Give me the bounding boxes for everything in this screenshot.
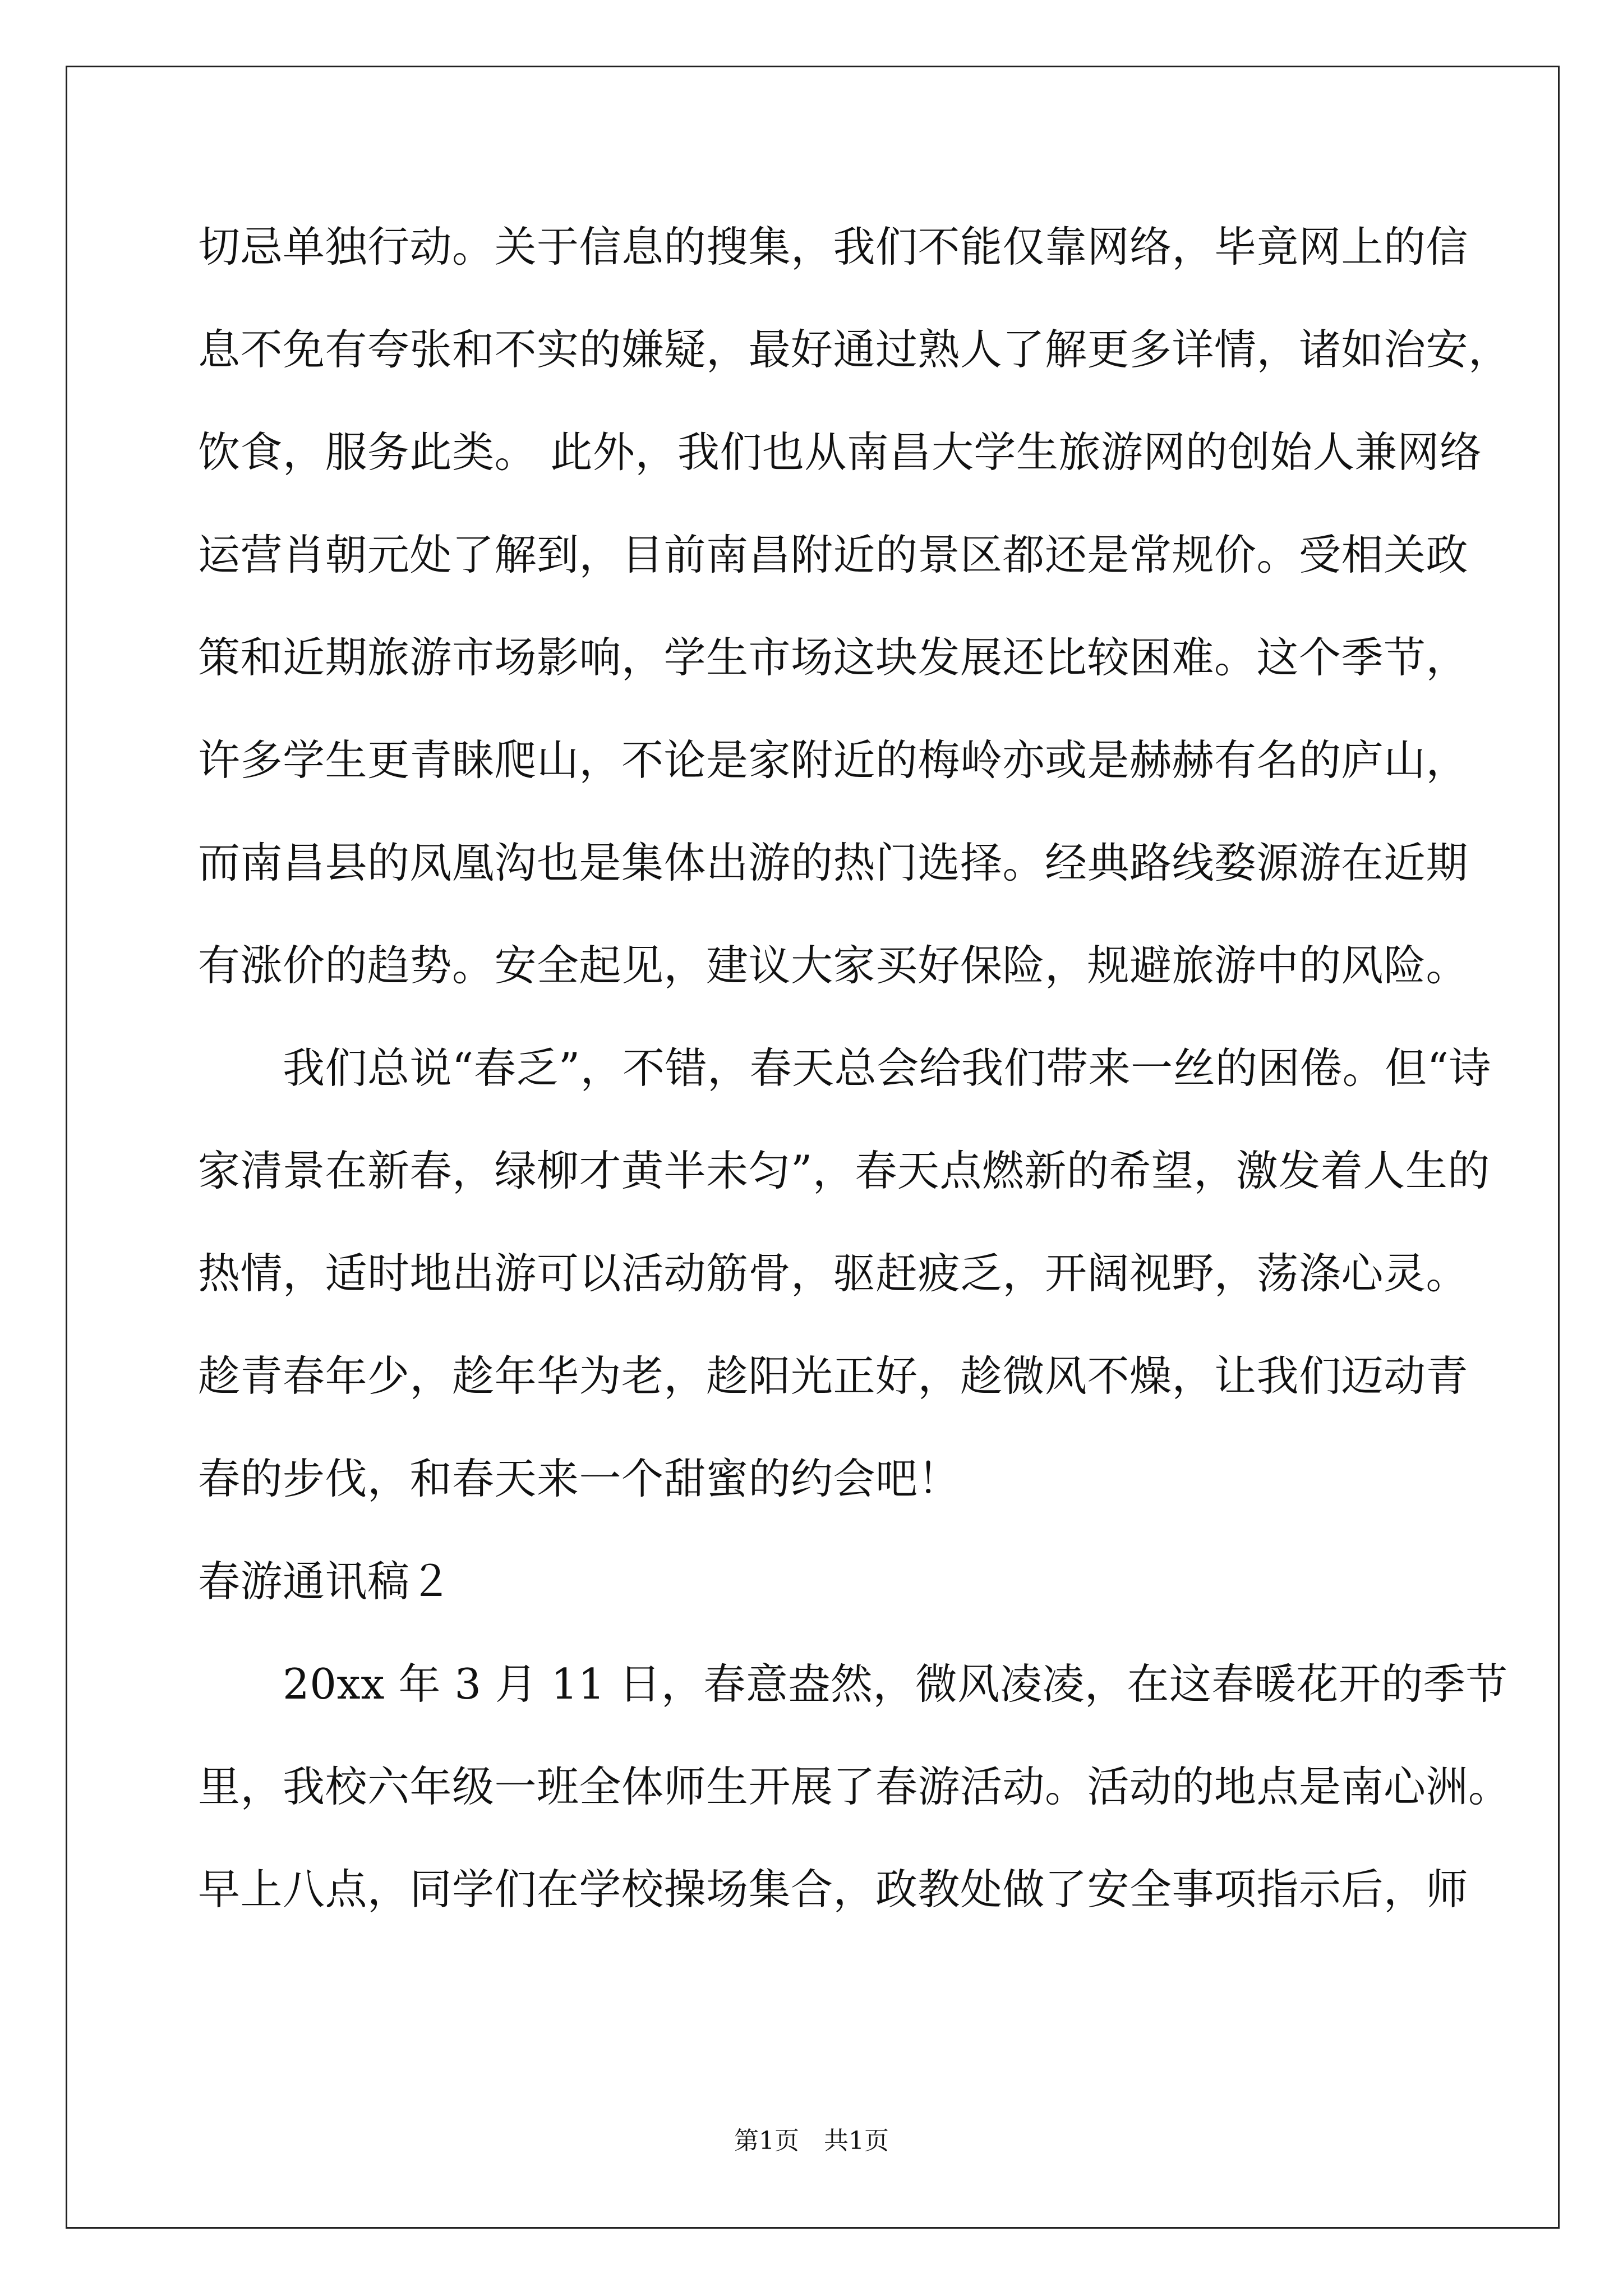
text-line: 我们总说“春乏”，不错，春天总会给我们带来一丝的困倦。但“诗 — [198, 1043, 1492, 1093]
text-line: 里，我校六年级一班全体师生开展了春游活动。活动的地点是南心洲。 — [198, 1762, 1511, 1811]
text-line: 趁青春年少，趁年华为老，趁阳光正好，趁微风不燥，让我们迈动青 — [198, 1351, 1469, 1401]
text-line: 饮食，服务此类。 此外，我们也从南昌大学生旅游网的创始人兼网络 — [198, 427, 1482, 477]
page-number-footer: 第1页 共1页 — [734, 2127, 889, 2155]
text-line: 而南昌县的凤凰沟也是集体出游的热门选择。经典路线婺源游在近期 — [198, 838, 1469, 887]
section-heading: 春游通讯稿２ — [198, 1557, 453, 1606]
text-line: 切忌单独行动。关于信息的搜集，我们不能仅靠网络，毕竟网上的信 — [198, 222, 1469, 272]
text-line: 策和近期旅游市场影响，学生市场这块发展还比较困难。这个季节， — [198, 633, 1469, 682]
text-line: 运营肖朝元处了解到，目前南昌附近的景区都还是常规价。受相关政 — [198, 530, 1469, 579]
text-line: 许多学生更青睐爬山，不论是家附近的梅岭亦或是赫赫有名的庐山， — [198, 735, 1469, 785]
text-line: 家清景在新春，绿柳才黄半未匀”，春天点燃新的希望，激发着人生的 — [198, 1146, 1490, 1195]
text-line: 热情，适时地出游可以活动筋骨，驱赶疲乏，开阔视野，荡涤心灵。 — [198, 1249, 1469, 1298]
text-line: 春的步伐，和春天来一个甜蜜的约会吧！ — [198, 1454, 961, 1503]
text-line: 有涨价的趋势。安全起见，建议大家买好保险，规避旅游中的风险。 — [198, 941, 1469, 990]
text-line: 20xx 年 3 月 11 日，春意盎然，微风凌凌，在这春暖花开的季节 — [198, 1659, 1508, 1709]
text-line: 早上八点，同学们在学校操场集合，政教处做了安全事项指示后，师 — [198, 1865, 1469, 1914]
text-line: 息不免有夸张和不实的嫌疑，最好通过熟人了解更多详情，诸如治安， — [198, 325, 1511, 374]
